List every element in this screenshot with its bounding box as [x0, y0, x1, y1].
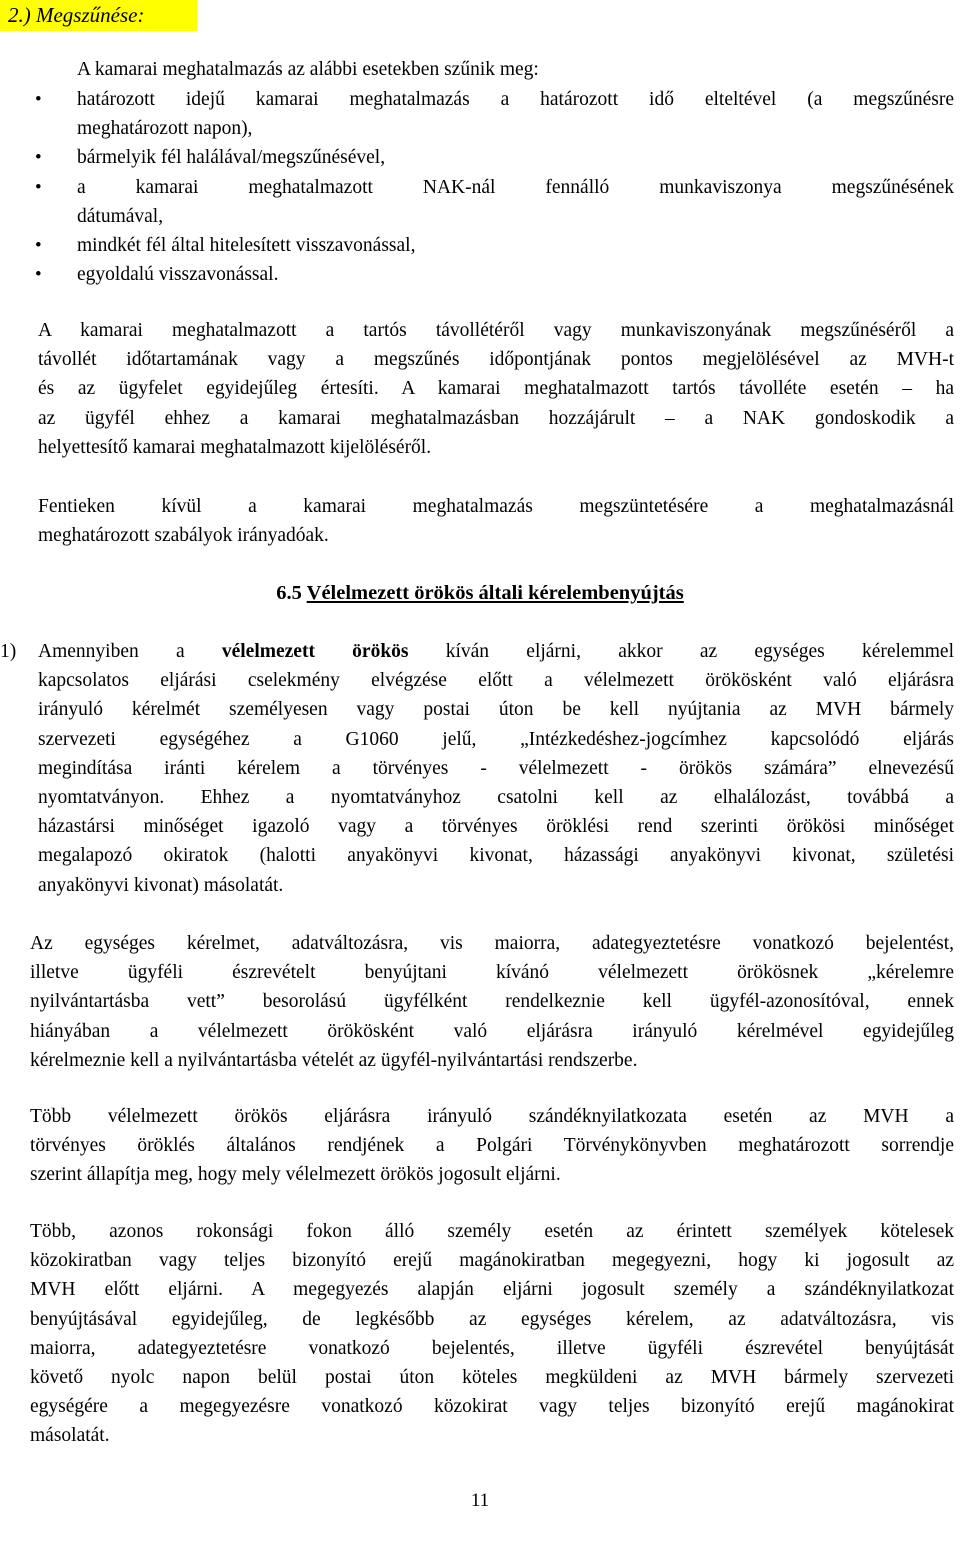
item-first-line: Amennyiben a vélelmezett örökös kíván eljárni, akkor az egységes kérelemmel: [38, 641, 955, 662]
list-item: • mindkét fél által hitelesített visszavonással,: [77, 231, 954, 260]
termination-list: [35, 85, 954, 289]
page-number: 11: [470, 1490, 490, 1511]
list-item: • bármelyik fél halálával/megszűnésével,: [77, 143, 954, 172]
paragraph-registration: Az egységes kérelmet, adatváltozásra, vis maiorra, adategyeztetésre vonatkozó bejelentést, illetve ügyféli észrevételt benyújtani kívánó vélelmezett örökösnek „kérelemre nyilvántartásba vett” besorolású ügyfélként rendelkeznie kell ügyfél-azonosítóval, ennek hiányában a vélelmezett örökösként való eljárásra irányuló kérelmével egyidejűleg kérelmeznie kell a nyilvántartásba vételét az ügyfél-nyilvántartási rendszerbe.: [30, 933, 954, 1071]
paragraph-order: Több vélelmezett örökös eljárásra irányuló szándéknyilatkozata esetén az MVH a törvényes öröklés általános rendjének a Polgári Törvénykönyvben meghatározott sorrendje szerint állapítja meg, hogy mely vélelmezett örökös jogosult eljárni.: [30, 1106, 954, 1186]
list-item: • határozott idejű kamarai meghatalmazás a határozott idő elteltével (a megszűnésre meghatározott napon),: [77, 85, 954, 143]
bullet-icon: •: [35, 235, 42, 257]
paragraph-agreement: Több, azonos rokonsági fokon álló személy esetén az érintett személyek kötelesek közokiratban vagy teljes bizonyító erejű magánokiratban megegyezni, hogy ki jogosult az MVH előtt eljárni. A megegyezés alapján eljárni jogosult személy a szándéknyilatkozat benyújtásával egyidejűleg, de legkésőbb az egységes kérelem, az adatváltozásra, vis maiorra, adategyeztetésre vonatkozó bejelentés, illetve ügyféli észrevétel benyújtását követő nyolc napon belül postai úton köteles megküldeni az MVH bármely szervezeti egységére a megegyezésre vonatkozó közokirat vagy teljes bizonyító erejű magánokirat másolatát.: [30, 1221, 954, 1447]
subsection-title: Vélelmezett örökös általi kérelembenyújtás: [306, 582, 684, 604]
bullet-icon: •: [35, 264, 42, 286]
bullet-icon: •: [35, 176, 42, 198]
subsection-number: 6.5: [276, 582, 302, 604]
paragraph-absence: A kamarai meghatalmazott a tartós távollétéről vagy munkaviszonyának megszűnéséről a távollét időtartamának vagy a megszűnés időpontjának pontos megjelölésével az MVH-t és az ügyfelet egyidejűleg értesíti. A kamarai meghatalmazott tartós távolléte esetén – ha az ügyfél ehhez a kamarai meghatalmazásban hozzájárult – a NAK gondoskodik a helyettesítő kamarai meghatalmazott kijelöléséről.: [38, 320, 954, 458]
bullet-icon: •: [35, 89, 42, 110]
item-marker: 1): [0, 641, 17, 662]
bullet-icon: •: [35, 147, 42, 169]
paragraph-item-1: Amennyiben a vélelmezett örökös kíván eljárni, akkor az egységes kérelemmel kapcsolatos eljárási cselekmény elvégzése előtt a vélelmezett örökösként való eljárásra irányuló kérelmét személyesen vagy postai úton be kell nyújtania az MVH bármely szervezeti egységéhez a G1060 jelű, „Intézkedéshez-jogcímhez kapcsolódó eljárás megindítása iránti kérelem a törvényes - vélelmezett - örökös számára” elnevezésű nyomtatványon. Ehhez a nyomtatványhoz csatolni kell az elhalálozást, továbbá a házastársi minőséget igazoló vagy a törvényes öröklési rend szerinti örökösi minőséget megalapozó okiratok (halotti anyakönyvi kivonat, házassági anyakönyvi kivonat, születési anyakönyvi kivonat) másolatát.: [38, 637, 954, 900]
intro-text: A kamarai meghatalmazás az alábbi esetekben szűnik meg:: [77, 59, 539, 80]
list-item: • a kamarai meghatalmazott NAK-nál fennálló munkaviszonya megszűnésének dátumával,: [77, 173, 954, 231]
section-title: 2.) Megszűnése:: [0, 0, 197, 31]
paragraph-rules: Fentieken kívül a kamarai meghatalmazás megszüntetésére a meghatalmazásnál meghatározott szabályok irányadóak.: [38, 496, 954, 547]
list-item: • egyoldalú visszavonással.: [77, 260, 954, 289]
subsection-heading: [0, 577, 960, 609]
bold-term: vélelmezett örökös: [221, 641, 409, 662]
